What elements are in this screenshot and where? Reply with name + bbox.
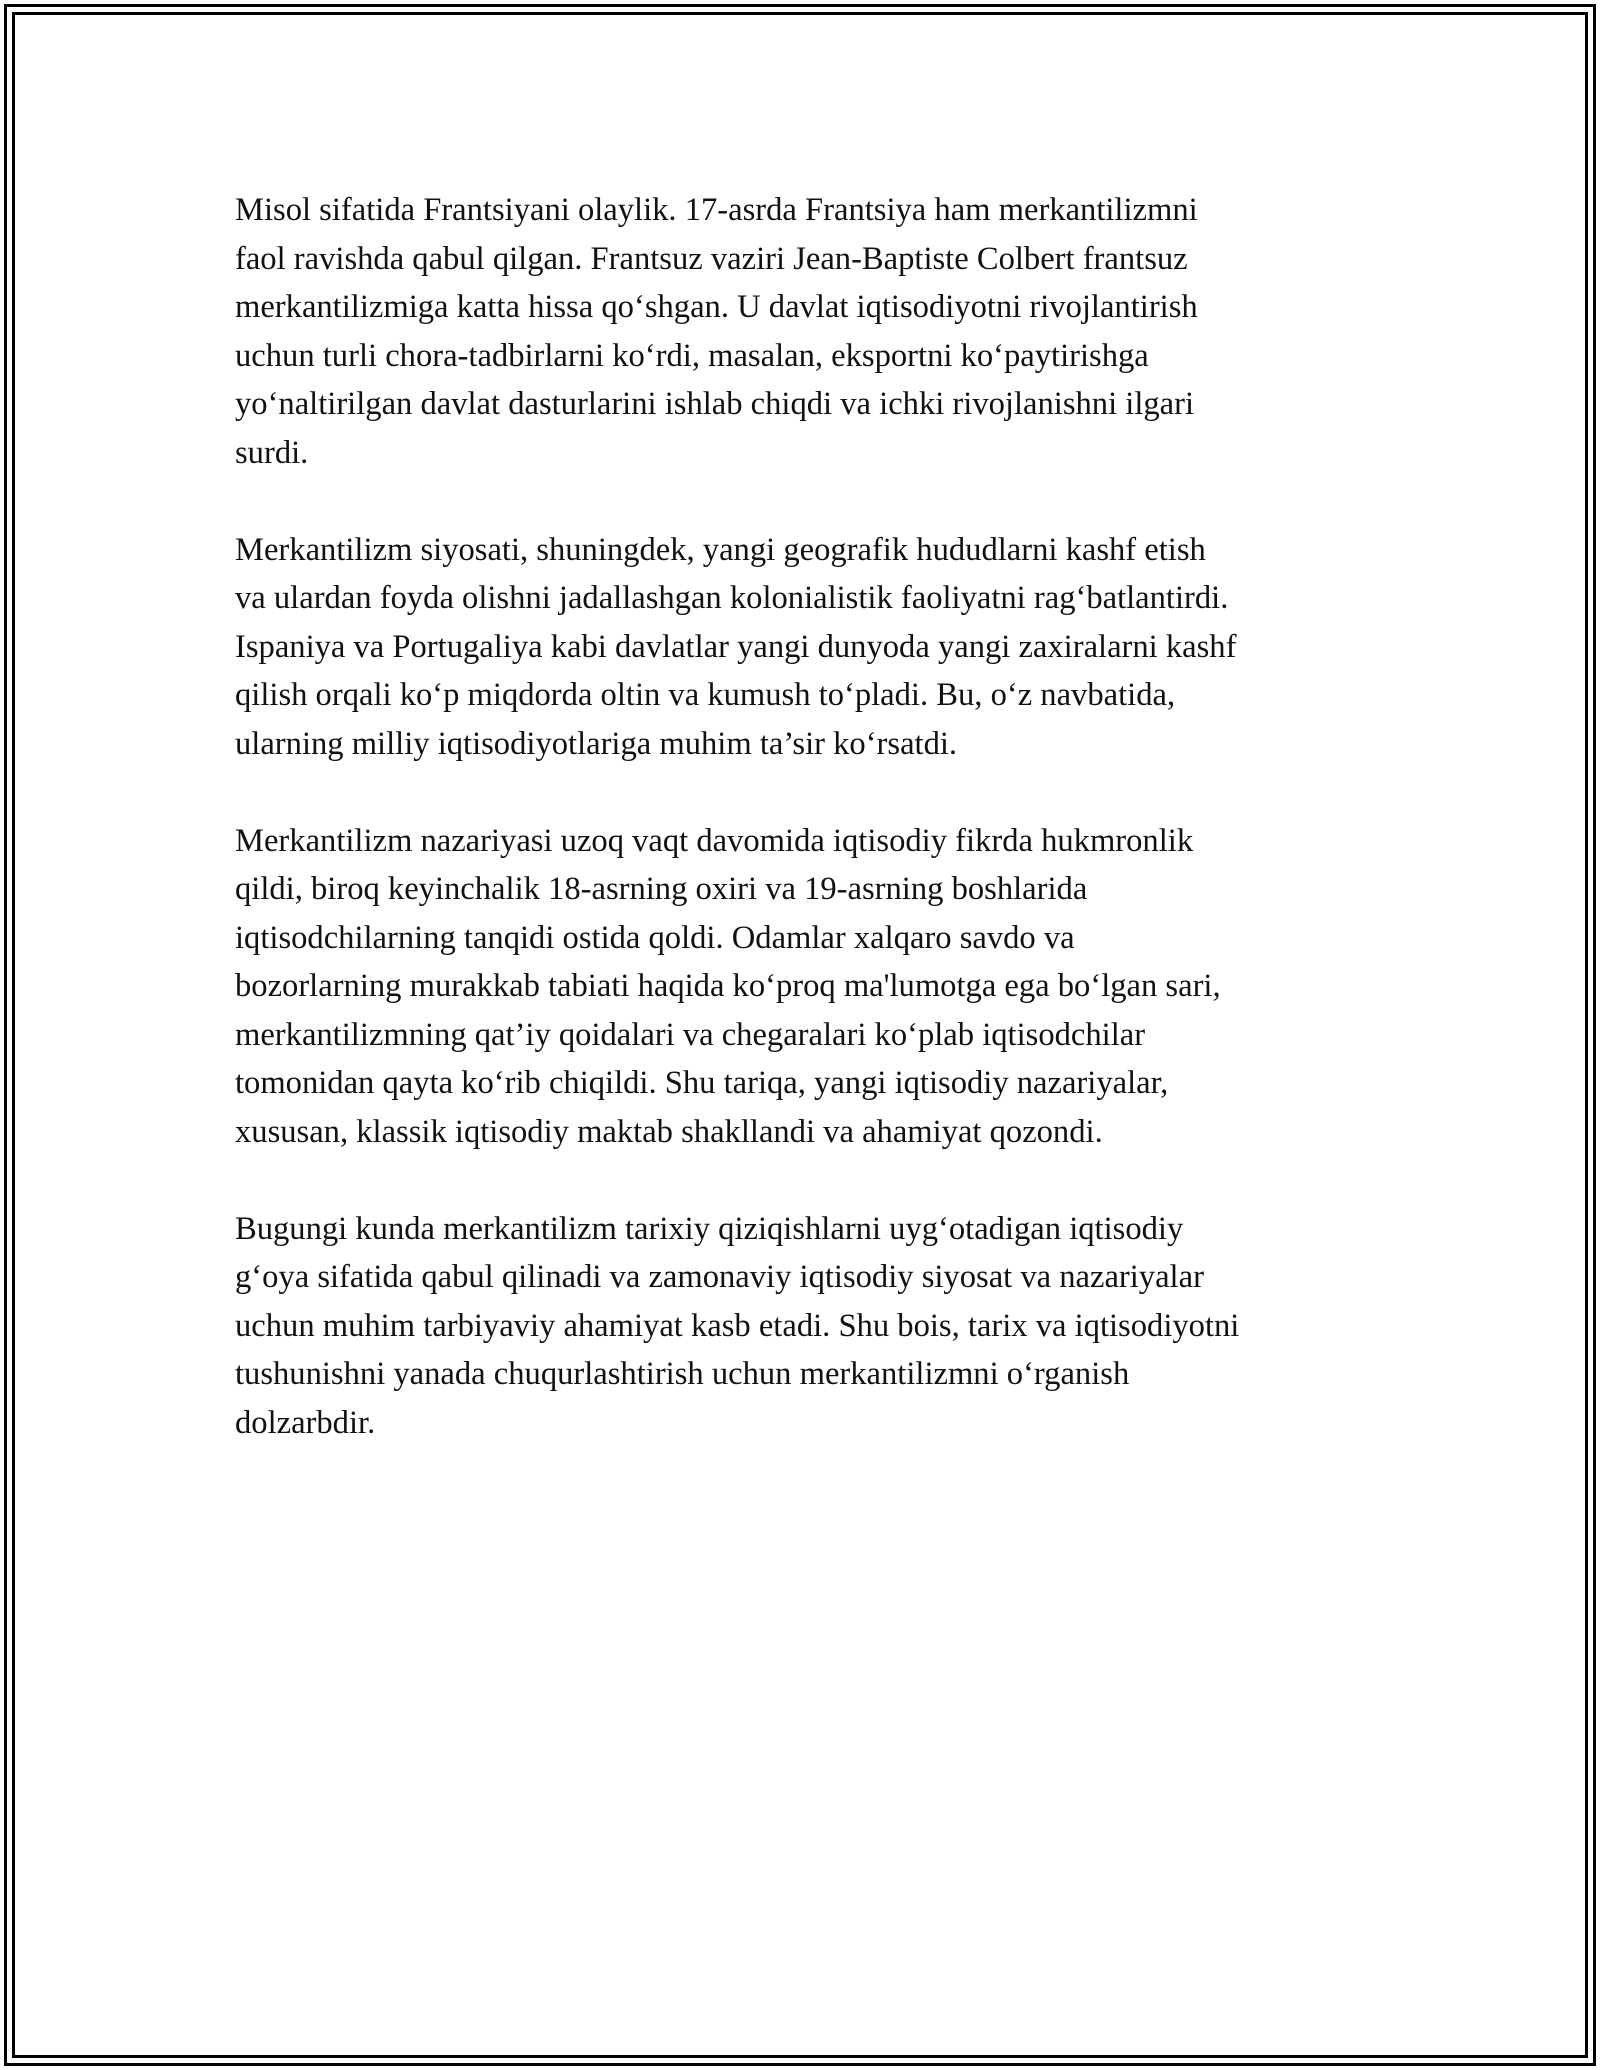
text-line: uchun turli chora-tadbirlarni ko‘rdi, masalan, eksportni ko‘paytirishga [235,337,1149,374]
text-line: qilish orqali ko‘p miqdorda oltin va kumush to‘pladi. Bu, o‘z navbatida, [235,677,1176,713]
text-line: tomonidan qayta ko‘rib chiqildi. Shu tariqa, yangi iqtisodiy nazariyalar, [235,1065,1169,1101]
text-line: surdi. [235,434,309,471]
text-line: faol ravishda qabul qilgan. Frantsuz vaziri Jean-Baptiste Colbert frantsuz [235,240,1188,277]
text-line: merkantilizmning qat’iy qoidalari va chegaralari ko‘plab iqtisodchilar [235,1016,1146,1053]
paragraph-3 [235,817,1405,1157]
text-line: yo‘naltirilgan davlat dasturlarini ishlab chiqdi va ichki rivojlanishni ilgari [235,386,1195,422]
text-line: Bugungi kunda merkantilizm tarixiy qiziqishlarni uyg‘otadigan iqtisodiy [235,1210,1184,1247]
paragraph-4 [235,1205,1405,1448]
text-line: xususan, klassik iqtisodiy maktab shakllandi va ahamiyat qozondi. [235,1113,1103,1150]
text-line: Ispaniya va Portugaliya kabi davlatlar yangi dunyoda yangi zaxiralarni kashf [235,628,1237,665]
text-line: iqtisodchilarning tanqidi ostida qoldi. Odamlar xalqaro savdo va [235,919,1075,956]
text-line: g‘oya sifatida qabul qilinadi va zamonaviy iqtisodiy siyosat va nazariyalar [235,1259,1204,1295]
text-line: Merkantilizm nazariyasi uzoq vaqt davomida iqtisodiy fikrda hukmronlik [235,822,1194,859]
document-body [235,186,1405,1496]
text-line: dolzarbdir. [235,1404,376,1441]
text-line: Misol sifatida Frantsiyani olaylik. 17-asrda Frantsiya ham merkantilizmni [235,192,1198,228]
paragraph-2 [235,526,1405,769]
text-line: qildi, biroq keyinchalik 18-asrning oxiri va 19-asrning boshlarida [235,871,1088,907]
paragraph-1 [235,186,1405,477]
text-line: tushunishni yanada chuqurlashtirish uchun merkantilizmni o‘rganish [235,1356,1130,1392]
text-line: merkantilizmiga katta hissa qo‘shgan. U davlat iqtisodiyotni rivojlantirish [235,289,1198,325]
text-line: va ulardan foyda olishni jadallashgan kolonialistik faoliyatni rag‘batlantirdi. [235,580,1229,616]
text-line: bozorlarning murakkab tabiati haqida ko‘proq ma'lumotga ega bo‘lgan sari, [235,968,1221,1004]
text-line: ularning milliy iqtisodiyotlariga muhim ta’sir ko‘rsatdi. [235,725,958,762]
text-line: Merkantilizm siyosati, shuningdek, yangi geografik hududlarni kashf etish [235,531,1206,568]
text-line: uchun muhim tarbiyaviy ahamiyat kasb etadi. Shu bois, tarix va iqtisodiyotni [235,1307,1240,1344]
